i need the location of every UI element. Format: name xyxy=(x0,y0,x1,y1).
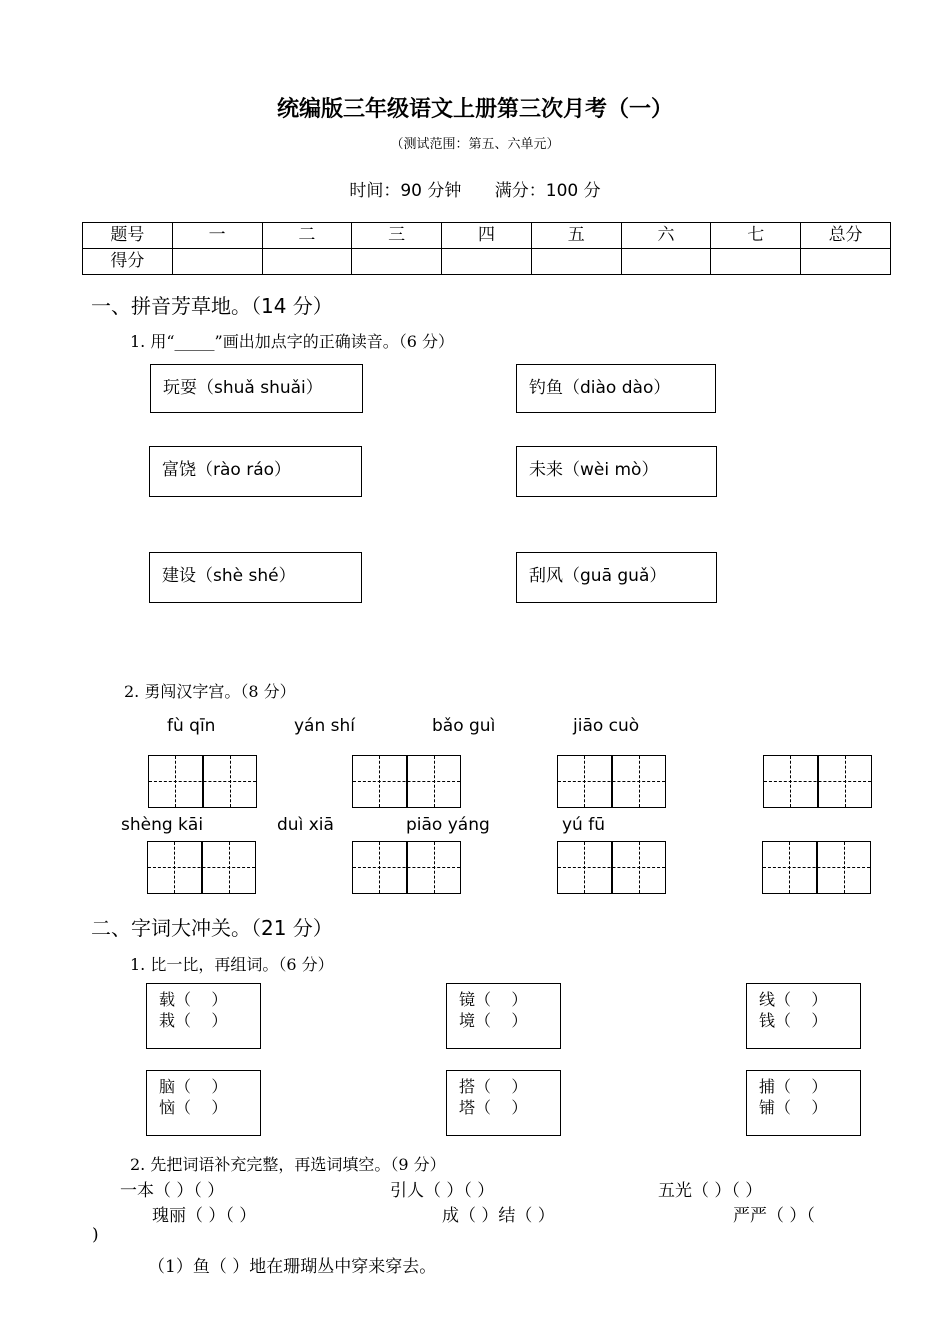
score-input-cell[interactable] xyxy=(352,249,442,275)
pinyin-label: yú fū xyxy=(562,815,605,835)
writing-grid[interactable] xyxy=(352,755,461,808)
writing-grid[interactable] xyxy=(352,841,461,894)
fill-in-phrase[interactable]: 五光（ ）（ ） xyxy=(658,1181,763,1201)
pinyin-label: jiāo cuò xyxy=(573,716,640,736)
writing-grid[interactable] xyxy=(148,755,257,808)
pinyin-choice-box[interactable]: 玩耍（shuǎ shuǎi） xyxy=(150,364,363,413)
question-2-1: 1. 比一比，再组词。（6 分） xyxy=(130,955,334,974)
table-cell: 五 xyxy=(531,223,621,249)
fill-in-phrase[interactable]: 引人（ ）（ ） xyxy=(390,1181,495,1201)
pinyin-choice-box[interactable]: 钓鱼（diào dào） xyxy=(516,364,716,413)
table-cell: 四 xyxy=(442,223,532,249)
score-input-cell[interactable] xyxy=(801,249,891,275)
table-cell: 总分 xyxy=(801,223,891,249)
pinyin-label: piāo yáng xyxy=(406,815,490,835)
question-2-2: 2. 先把词语补充完整，再选词填空。（9 分） xyxy=(130,1155,446,1174)
score-input-cell[interactable] xyxy=(621,249,711,275)
pinyin-label: shèng kāi xyxy=(121,815,204,835)
section-1-heading: 一、拼音芳草地。（14 分） xyxy=(91,294,333,318)
score-input-cell[interactable] xyxy=(442,249,532,275)
compare-word-box[interactable]: 搭（ ） 塔（ ） xyxy=(446,1070,561,1136)
score-input-cell[interactable] xyxy=(262,249,352,275)
table-cell: 七 xyxy=(711,223,801,249)
writing-grid[interactable] xyxy=(147,841,256,894)
full-score: 满分：100 分 xyxy=(494,181,601,201)
pinyin-label: duì xiā xyxy=(277,815,334,835)
table-cell: 题号 xyxy=(83,223,173,249)
wrapped-parenthesis: ) xyxy=(92,1225,99,1245)
pinyin-choice-box[interactable]: 建设（shè shé） xyxy=(149,552,362,603)
table-cell: 二 xyxy=(262,223,352,249)
pinyin-label: fù qīn xyxy=(167,716,216,736)
question-1-1: 1. 用“_____”画出加点字的正确读音。（6 分） xyxy=(130,332,454,351)
fill-sentence[interactable]: （1）鱼（ ）地在珊瑚丛中穿来穿去。 xyxy=(148,1257,437,1277)
score-input-cell[interactable] xyxy=(531,249,621,275)
score-table xyxy=(82,222,891,275)
score-input-cell[interactable] xyxy=(711,249,801,275)
section-2-heading: 二、字词大冲关。（21 分） xyxy=(91,916,333,940)
test-range-subtitle: （测试范围：第五、六单元） xyxy=(390,137,560,152)
table-cell: 得分 xyxy=(83,249,173,275)
fill-in-phrase[interactable]: 瑰丽（ ）（ ） xyxy=(152,1206,257,1226)
score-table-header-row xyxy=(83,223,891,249)
fill-in-phrase[interactable]: 成（ ）结（ ） xyxy=(442,1206,555,1226)
pinyin-label: yán shí xyxy=(294,716,356,736)
pinyin-choice-box[interactable]: 刮风（guā guǎ） xyxy=(516,552,717,603)
fill-in-phrase[interactable]: 一本（ ）（ ） xyxy=(120,1181,225,1201)
score-table-score-row xyxy=(83,249,891,275)
table-cell: 六 xyxy=(621,223,711,249)
pinyin-choice-box[interactable]: 富饶（rào ráo） xyxy=(149,446,362,497)
compare-word-box[interactable]: 载（ ） 栽（ ） xyxy=(146,983,261,1049)
page-title: 统编版三年级语文上册第三次月考（一） xyxy=(276,97,673,122)
writing-grid[interactable] xyxy=(557,841,666,894)
time-limit: 时间：90 分钟 xyxy=(349,181,462,201)
table-cell: 一 xyxy=(172,223,262,249)
writing-grid[interactable] xyxy=(557,755,666,808)
compare-word-box[interactable]: 镜（ ） 境（ ） xyxy=(446,983,561,1049)
pinyin-label: bǎo guì xyxy=(432,716,496,736)
writing-grid[interactable] xyxy=(762,841,871,894)
writing-grid[interactable] xyxy=(763,755,872,808)
question-1-2: 2. 勇闯汉字宫。（8 分） xyxy=(124,682,296,701)
compare-word-box[interactable]: 捕（ ） 铺（ ） xyxy=(746,1070,861,1136)
time-and-score xyxy=(0,176,950,201)
pinyin-choice-box[interactable]: 未来（wèi mò） xyxy=(516,446,717,497)
score-input-cell[interactable] xyxy=(172,249,262,275)
table-cell: 三 xyxy=(352,223,442,249)
compare-word-box[interactable]: 线（ ） 钱（ ） xyxy=(746,983,861,1049)
fill-in-phrase[interactable]: 严严（ ）（ xyxy=(733,1206,815,1226)
compare-word-box[interactable]: 脑（ ） 恼（ ） xyxy=(146,1070,261,1136)
